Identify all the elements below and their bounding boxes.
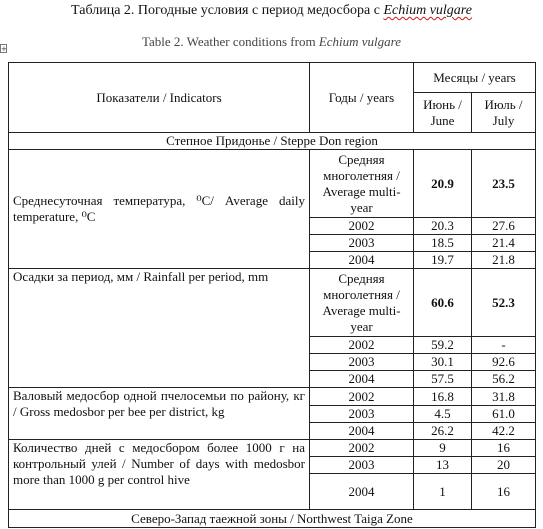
- year-cell: 2004: [310, 371, 414, 388]
- region-steppe: Степное Придонье / Steppe Don region: [9, 133, 536, 150]
- june-value: 1: [414, 474, 472, 510]
- region-northwest: Северо-Запад таежной зоны / Northwest Taiga Zone: [9, 510, 536, 528]
- july-value: 20: [472, 457, 536, 474]
- june-value: 18.5: [414, 235, 472, 252]
- table-row: [9, 388, 536, 406]
- june-value: 16.8: [414, 388, 472, 406]
- july-value: 42.2: [472, 423, 536, 440]
- table-row: [9, 440, 536, 457]
- year-cell: 2004: [310, 423, 414, 440]
- table-row: [9, 269, 536, 337]
- region-row-northwest: [9, 510, 536, 528]
- year-cell: 2003: [310, 457, 414, 474]
- july-value: 21.4: [472, 235, 536, 252]
- title-en-text: Table 2. Weather conditions from: [141, 34, 319, 49]
- june-value: 4.5: [414, 406, 472, 423]
- table-move-handle-icon[interactable]: +: [1, 45, 7, 53]
- july-value: 16: [472, 474, 536, 510]
- june-value: 20.9: [414, 150, 472, 218]
- year-cell: 2004: [310, 474, 414, 510]
- july-value: 16: [472, 440, 536, 457]
- year-cell: Средняя многолетняя / Average multi-year: [310, 150, 414, 218]
- year-cell: Средняя многолетняя / Average multi-year: [310, 269, 414, 337]
- year-cell: 2002: [310, 440, 414, 457]
- june-value: 19.7: [414, 252, 472, 269]
- year-cell: 2003: [310, 235, 414, 252]
- year-cell: 2002: [310, 388, 414, 406]
- header-months: Месяцы / years: [414, 63, 536, 93]
- year-cell: 2003: [310, 406, 414, 423]
- table-title-en: [0, 34, 543, 50]
- year-cell: 2002: [310, 337, 414, 354]
- july-value: 61.0: [472, 406, 536, 423]
- indicator-temperature: Среднесуточная температура, ⁰С/ Average daily temperature, ⁰С: [9, 150, 310, 269]
- region-row-steppe: [9, 133, 536, 150]
- title-ru-species: Echium vulgare: [383, 3, 472, 18]
- june-value: 13: [414, 457, 472, 474]
- header-indicators: Показатели / Indicators: [9, 63, 310, 133]
- year-cell: 2004: [310, 252, 414, 269]
- header-row-1: [9, 63, 536, 93]
- july-value: 31.8: [472, 388, 536, 406]
- july-value: 27.6: [472, 218, 536, 235]
- header-june: Июнь / June: [414, 93, 472, 133]
- weather-table: [8, 62, 536, 528]
- header-years: Годы / years: [310, 63, 414, 133]
- header-july: Июль / July: [472, 93, 536, 133]
- title-en-species: Echium vulgare: [318, 34, 402, 49]
- table-row: [9, 150, 536, 218]
- indicator-gross-medosbor: Валовый медосбор одной пчелосемьи по району, кг / Gross medosbor per bee per district, kg: [9, 388, 310, 440]
- indicator-days-medosbor: Количество дней с медосбором более 1000 г на контрольный улей / Number of days with medosbor more than 1000 g per control hive: [9, 440, 310, 510]
- year-cell: 2003: [310, 354, 414, 371]
- july-value: 23.5: [472, 150, 536, 218]
- table-title-ru: [0, 2, 543, 20]
- title-ru-text: Таблица 2. Погодные условия с период медосбора с: [71, 3, 384, 18]
- june-value: 60.6: [414, 269, 472, 337]
- june-value: 30.1: [414, 354, 472, 371]
- july-value: -: [472, 337, 536, 354]
- june-value: 20.3: [414, 218, 472, 235]
- june-value: 9: [414, 440, 472, 457]
- year-cell: 2002: [310, 218, 414, 235]
- july-value: 21.8: [472, 252, 536, 269]
- june-value: 26.2: [414, 423, 472, 440]
- june-value: 59.2: [414, 337, 472, 354]
- indicator-rainfall: Осадки за период, мм / Rainfall per period, mm: [9, 269, 310, 388]
- june-value: 57.5: [414, 371, 472, 388]
- july-value: 56.2: [472, 371, 536, 388]
- july-value: 52.3: [472, 269, 536, 337]
- july-value: 92.6: [472, 354, 536, 371]
